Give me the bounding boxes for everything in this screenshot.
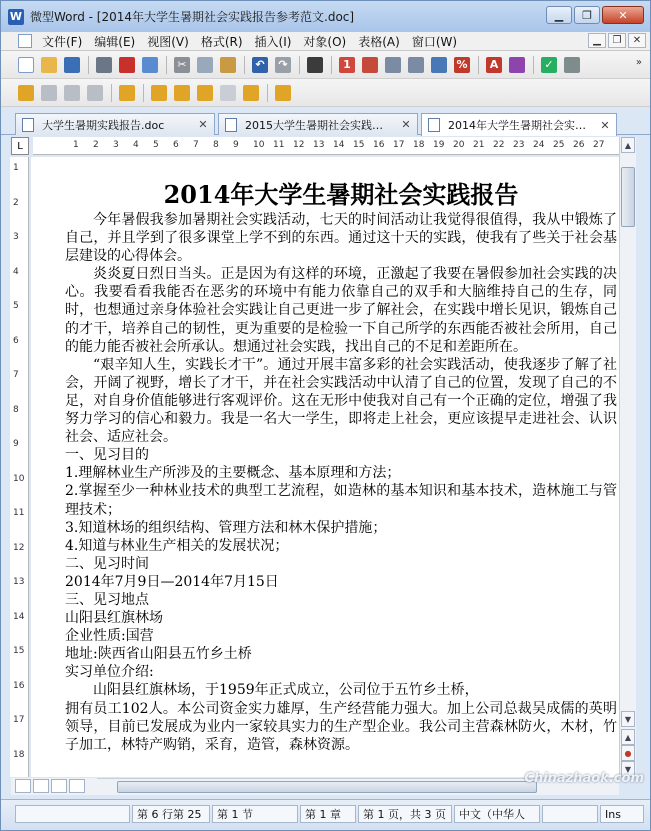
highlight-clear-button[interactable] xyxy=(217,82,239,104)
toolbar-overflow-icon[interactable]: » xyxy=(635,57,642,68)
next-page-icon[interactable]: ▼ xyxy=(621,761,635,777)
tab-stop-selector[interactable]: L xyxy=(11,137,29,155)
highlight-clear-icon xyxy=(220,85,236,101)
ruler-number: 11 xyxy=(13,508,25,518)
window-title: 微型Word - [2014年大学生暑期社会实践报告参考范文.doc] xyxy=(30,10,355,24)
document-icon xyxy=(22,118,34,132)
document-paragraph: 拥有员工102人。本公司资金实力雄厚，生产经营能力强大。加上公司总裁吴成儒的英明领导，目前已发展成为业内一家较具实力的生产型企业。我公司主营森林防火，木材，竹子加工，林特产购销，采育，造管，森林资源。 xyxy=(65,700,617,753)
horizontal-scroll-thumb[interactable] xyxy=(117,781,537,793)
zoom-percent-button[interactable] xyxy=(451,54,473,76)
new-document-icon xyxy=(18,57,34,73)
two-page-icon xyxy=(385,57,401,73)
horizontal-ruler[interactable] xyxy=(33,137,619,155)
zoom-percent-icon: % xyxy=(454,57,470,73)
ruler-number: 13 xyxy=(313,140,325,150)
ruler-number: 3 xyxy=(13,232,19,242)
page-view-icon[interactable] xyxy=(51,779,67,793)
bookmark-toolbar xyxy=(1,79,650,107)
document-paragraph: 4.知道与林业生产相关的发展状况； xyxy=(65,537,289,554)
full-width-button[interactable] xyxy=(405,54,427,76)
zoom-icon xyxy=(431,57,447,73)
tab-document-1[interactable] xyxy=(15,113,215,135)
undo-icon: ↶ xyxy=(252,57,268,73)
ruler-number: 2 xyxy=(93,140,99,150)
page-view-icon xyxy=(362,57,378,73)
document-tab-bar xyxy=(1,108,650,135)
highlight-next-icon xyxy=(174,85,190,101)
document-paragraph: 二、见习时间 xyxy=(65,555,149,572)
status-page: 第 1 页，共 3 页 xyxy=(358,805,452,823)
document-window-controls xyxy=(588,33,646,48)
menu-insert[interactable]: 插入(I) xyxy=(254,34,292,49)
bookmark-add-icon xyxy=(18,85,34,101)
ruler-number: 4 xyxy=(133,140,139,150)
ruler-number: 17 xyxy=(393,140,405,150)
highlight-prev-button[interactable] xyxy=(194,82,216,104)
menu-table[interactable]: 表格(A) xyxy=(358,34,400,49)
document-paragraph: 企业性质:国营 xyxy=(65,628,154,645)
highlight-button[interactable] xyxy=(148,82,170,104)
site-watermark: Chinazhaok.com xyxy=(524,771,644,786)
document-paragraph: 一、见习目的 xyxy=(65,447,149,464)
vertical-scroll-thumb[interactable] xyxy=(621,167,635,227)
window-controls xyxy=(546,6,644,24)
ruler-number: 20 xyxy=(453,140,465,150)
ruler-number: 15 xyxy=(353,140,365,150)
bookmark-next-icon xyxy=(87,85,103,101)
toolbar-separator xyxy=(143,84,144,102)
ruler-number: 22 xyxy=(493,140,505,150)
toolbar-separator xyxy=(533,56,534,74)
scroll-down-icon[interactable]: ▼ xyxy=(621,711,635,727)
two-page-button[interactable] xyxy=(382,54,404,76)
restore-button[interactable]: ❐ xyxy=(574,6,600,24)
chart-button[interactable] xyxy=(561,54,583,76)
redo-button[interactable] xyxy=(272,54,294,76)
tab-close-icon[interactable]: ✕ xyxy=(401,118,411,131)
document-paragraph: 2014年7月9日—2014年7月15日 xyxy=(65,573,279,590)
ruler-number: 27 xyxy=(593,140,605,150)
status-empty-cell xyxy=(15,805,130,823)
document-paragraph: 今年暑假我参加暑期社会实践活动，七天的时间活动让我觉得很值得，我从中锻炼了自己，并且学到了很多课堂上学不到的东西。通过这十天的实践，使我有了些关于社会基层建设的心得体会。 xyxy=(65,212,617,265)
ruler-number: 23 xyxy=(513,140,525,150)
document-menu-icon[interactable] xyxy=(18,34,32,48)
note-button[interactable] xyxy=(272,82,294,104)
paste-icon xyxy=(220,57,236,73)
document-paragraph: 山阳县红旗林场 xyxy=(65,610,163,627)
toolbar-separator xyxy=(111,84,112,102)
ruler-number: 26 xyxy=(573,140,585,150)
doc-close-button[interactable]: ✕ xyxy=(628,33,646,48)
tab-label: 2014年大学生暑期社会实… xyxy=(448,119,586,132)
ruler-number: 11 xyxy=(273,140,285,150)
print-icon xyxy=(96,57,112,73)
highlight-icon xyxy=(151,85,167,101)
ruler-number: 19 xyxy=(433,140,445,150)
format-icon xyxy=(509,57,525,73)
chart-icon xyxy=(564,57,580,73)
ruler-number: 5 xyxy=(153,140,159,150)
document-paragraph: 三、见习地点 xyxy=(65,591,149,608)
menu-window[interactable]: 窗口(W) xyxy=(411,34,458,49)
print-button[interactable] xyxy=(93,54,115,76)
print-preview-button[interactable] xyxy=(139,54,161,76)
pdf-icon xyxy=(119,57,135,73)
new-document-button[interactable] xyxy=(15,54,37,76)
ruler-number: 14 xyxy=(333,140,345,150)
ruler-number: 4 xyxy=(13,266,19,277)
ruler-number: 7 xyxy=(193,140,199,150)
format-button[interactable] xyxy=(506,54,528,76)
tab-document-3[interactable] xyxy=(421,113,617,136)
ruler-number: 16 xyxy=(13,680,25,691)
highlight-all-icon xyxy=(243,85,259,101)
document-area[interactable] xyxy=(31,157,619,777)
ruler-number: 25 xyxy=(553,140,565,150)
title-bar xyxy=(1,1,650,32)
note-icon xyxy=(275,85,291,101)
ruler-number: 9 xyxy=(233,140,239,150)
menu-object[interactable]: 对象(O) xyxy=(303,34,347,49)
document-icon xyxy=(225,118,237,132)
full-width-icon xyxy=(408,57,424,73)
ruler-number: 18 xyxy=(13,749,25,760)
ruler-number: 12 xyxy=(13,542,25,553)
toolbar-separator xyxy=(166,56,167,74)
save-button[interactable] xyxy=(61,54,83,76)
status-language: 中文（中华人 xyxy=(454,805,540,823)
document-paragraph: “艰辛知人生，实践长才干”。通过开展丰富多彩的社会实践活动，使我逐步了解了社会，开阔了视野，增长了才干，并在社会实践活动中认清了自己的位置，发现了自己的不足，对自身价值能够进行客观评价。这在无形中使我对自己有一个正确的定位，增强了我努力学习的信心和毅力。我是一名大一学生，即将走上社会，更应该提早走进社会、认识社会、适应社会。 xyxy=(65,356,617,446)
save-icon xyxy=(64,57,80,73)
ruler-number: 21 xyxy=(473,140,485,150)
status-bar xyxy=(1,799,650,830)
outline-view-icon[interactable] xyxy=(69,779,85,793)
minimize-button[interactable]: ▁ xyxy=(546,6,572,24)
toolbar-separator xyxy=(299,56,300,74)
cut-button[interactable] xyxy=(171,54,193,76)
menu-view[interactable]: 视图(V) xyxy=(147,34,189,49)
find-button[interactable] xyxy=(304,54,326,76)
menu-file[interactable]: 文件(F) xyxy=(42,34,83,49)
ruler-number: 14 xyxy=(13,611,25,622)
doc-minimize-button[interactable]: ▁ xyxy=(588,33,606,48)
ruler-number: 8 xyxy=(213,140,219,150)
document-paragraph: 地址:陕西省山阳县五竹乡土桥 xyxy=(65,646,252,663)
copy-icon xyxy=(197,57,213,73)
toolbar-separator xyxy=(244,56,245,74)
find-icon xyxy=(307,57,323,73)
page-view-button[interactable] xyxy=(359,54,381,76)
highlight-all-button[interactable] xyxy=(240,82,262,104)
cut-icon: ✂ xyxy=(174,57,190,73)
spellcheck-button[interactable] xyxy=(538,54,560,76)
standard-toolbar xyxy=(1,51,650,79)
ruler-number: 6 xyxy=(13,335,19,346)
bookmark-manager-button[interactable] xyxy=(116,82,138,104)
bookmark-edit-button[interactable] xyxy=(38,82,60,104)
status-insert-mode[interactable]: Ins xyxy=(600,805,644,823)
ruler-number: 13 xyxy=(13,577,25,587)
prev-page-icon[interactable]: ▲ xyxy=(621,729,635,745)
bookmark-next-button[interactable] xyxy=(84,82,106,104)
view-mode-buttons xyxy=(11,778,97,795)
toolbar-separator xyxy=(331,56,332,74)
open-folder-button[interactable] xyxy=(38,54,60,76)
doc-restore-button[interactable]: ❐ xyxy=(608,33,626,48)
highlight-next-button[interactable] xyxy=(171,82,193,104)
document-paragraph: 山阳县红旗林场，于1959年正式成立，公司位于五竹乡土桥， xyxy=(93,682,479,699)
ruler-number: 3 xyxy=(113,140,119,150)
document-paragraph: 炎炎夏日烈日当头。正是因为有这样的环境，正激起了我要在暑假参加社会实践的决心。我要看看我能否在恶劣的环境中有能力依靠自己的双手和大脑维持自己的生存，同时，也想通过亲身体验社会实践让自己更进一步了解社会，在实践中增长见识，锻炼自己的才干，培养自己的韧性，更为重要的是检验一下自己所学的东西能否被社会所用，自己的能力能否被社会所承认。想通过社会实践，找出自己的不足和差距所在。 xyxy=(65,266,617,355)
print-preview-icon xyxy=(142,57,158,73)
zoom-button[interactable] xyxy=(428,54,450,76)
bookmark-prev-button[interactable] xyxy=(61,82,83,104)
ruler-number: 12 xyxy=(293,140,305,150)
paste-button[interactable] xyxy=(217,54,239,76)
ruler-number: 24 xyxy=(533,140,545,150)
tab-label: 大学生暑期实践报告.doc xyxy=(42,118,165,132)
bookmark-prev-icon xyxy=(64,85,80,101)
ruler-number: 18 xyxy=(413,140,425,150)
vertical-ruler[interactable] xyxy=(10,157,29,777)
ruler-number: 2 xyxy=(13,197,19,208)
font-color-icon: A xyxy=(486,57,502,73)
single-page-icon: 1 xyxy=(339,57,355,73)
document-paragraph: 2.掌握至少一种林业技术的典型工艺流程，如造林的基本知识和基本技术，造林施工与管理技术； xyxy=(65,483,617,518)
document-title: 2014年大学生暑期社会实践报告 xyxy=(163,180,519,209)
bookmark-manager-icon xyxy=(119,85,135,101)
document-paragraph: 1.理解林业生产所涉及的主要概念、基本原理和方法； xyxy=(65,465,401,482)
menu-edit[interactable]: 编辑(E) xyxy=(94,34,136,49)
status-row-col: 第 6 行第 25 xyxy=(132,805,210,823)
ruler-number: 16 xyxy=(373,140,385,150)
bookmark-edit-icon xyxy=(41,85,57,101)
status-section: 第 1 节 xyxy=(212,805,298,823)
vertical-scrollbar[interactable] xyxy=(619,137,636,777)
word-app-icon[interactable]: W xyxy=(9,10,23,23)
font-color-button[interactable] xyxy=(483,54,505,76)
spellcheck-icon: ✓ xyxy=(541,57,557,73)
highlight-prev-icon xyxy=(197,85,213,101)
open-folder-icon xyxy=(41,57,57,73)
tab-document-2[interactable] xyxy=(218,113,418,135)
tab-label: 2015大学生暑期社会实践… xyxy=(245,118,383,132)
scroll-up-icon[interactable]: ▲ xyxy=(621,137,635,153)
status-chapter: 第 1 章 xyxy=(300,805,356,823)
ruler-number: 1 xyxy=(13,163,19,173)
menu-format[interactable]: 格式(R) xyxy=(200,34,243,49)
tab-close-icon[interactable]: ✕ xyxy=(198,118,208,131)
ruler-number: 5 xyxy=(13,301,19,311)
browse-object-icon[interactable]: ● xyxy=(621,745,635,761)
copy-button[interactable] xyxy=(194,54,216,76)
document-paragraph: 3.知道林场的组织结构、管理方法和林木保护措施； xyxy=(65,519,387,536)
toolbar-separator xyxy=(88,56,89,74)
status-blank xyxy=(542,805,598,823)
ruler-number: 9 xyxy=(13,439,19,449)
ruler-number: 6 xyxy=(173,140,179,150)
normal-view-icon[interactable] xyxy=(15,779,31,793)
toolbar-separator xyxy=(267,84,268,102)
ruler-number: 7 xyxy=(13,370,19,380)
ruler-number: 10 xyxy=(13,473,25,484)
bookmark-add-button[interactable] xyxy=(15,82,37,104)
redo-icon: ↷ xyxy=(275,57,291,73)
ruler-number: 15 xyxy=(13,646,25,656)
document-page[interactable] xyxy=(65,179,617,754)
tab-close-icon[interactable]: ✕ xyxy=(600,118,610,132)
menu-bar xyxy=(1,32,650,51)
single-page-button[interactable] xyxy=(336,54,358,76)
undo-button[interactable] xyxy=(249,54,271,76)
ruler-number: 10 xyxy=(253,140,265,150)
ruler-number: 17 xyxy=(13,715,25,725)
pdf-button[interactable] xyxy=(116,54,138,76)
ruler-number: 8 xyxy=(13,404,19,415)
document-paragraph: 实习单位介绍: xyxy=(65,664,154,681)
ruler-number: 1 xyxy=(73,140,79,150)
close-button[interactable]: ✕ xyxy=(602,6,644,24)
toolbar-separator xyxy=(478,56,479,74)
document-icon xyxy=(428,118,440,132)
web-view-icon[interactable] xyxy=(33,779,49,793)
